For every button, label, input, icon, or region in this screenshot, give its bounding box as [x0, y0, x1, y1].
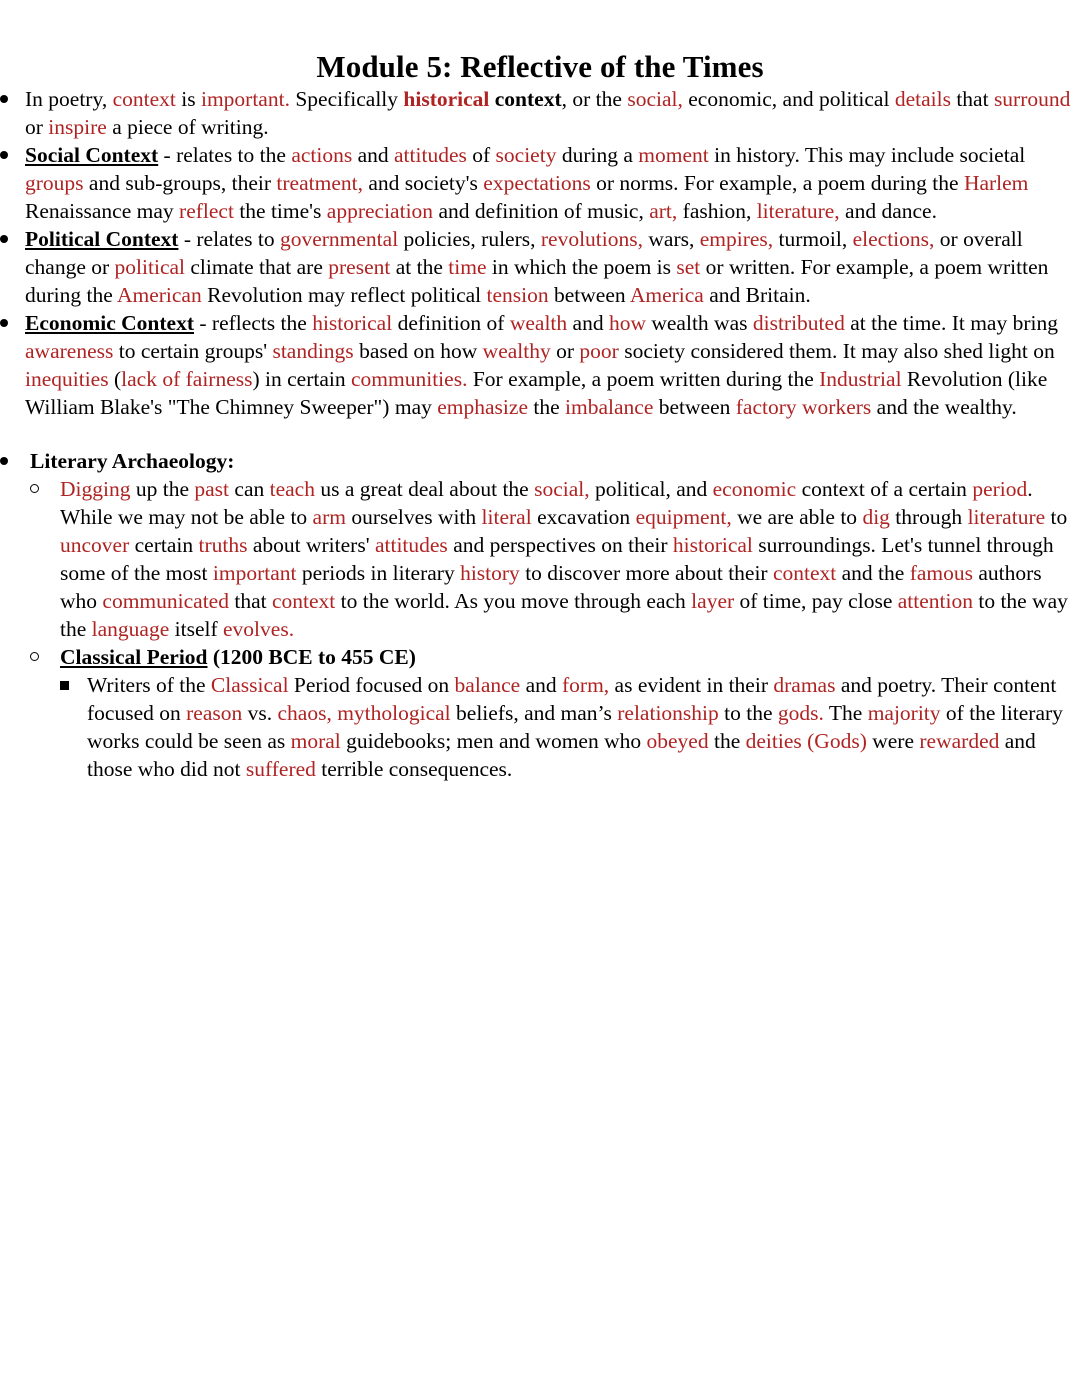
literary-archaeology-heading-wrap	[30, 447, 1080, 475]
context-intro-text: In poetry, context is important. Specifically historical context, or the social, economic, and political details that surround or inspire a piece of writing.	[25, 87, 1071, 140]
list-item-classical-period-detail	[60, 671, 1080, 783]
disc-bullet-icon	[0, 85, 26, 113]
social-context-text: Social Context - relates to the actions and attitudes of society during a moment in history. This may include societal groups and sub-groups, their treatment, and society's expectations or norms. For example, a poem during the Harlem Renaissance may reflect the time's appreciation and definition of music, art, fashion, literature, and dance.	[25, 143, 1029, 224]
classical-period-heading: Classical Period (1200 BCE to 455 CE)	[60, 645, 416, 670]
list-item-economic-context	[0, 309, 1080, 421]
literary-archaeology-heading: Literary Archaeology:	[30, 449, 235, 474]
disc-bullet-icon	[0, 141, 26, 169]
square-bullet-icon	[60, 671, 86, 699]
literary-archaeology-sublist	[30, 475, 1080, 783]
disc-bullet-icon	[0, 447, 26, 475]
literary-archaeology-list	[0, 447, 1080, 783]
digging-text: Digging up the past can teach us a great deal about the social, political, and economic context of a certain period. While we may not be able to arm ourselves with literal excavation equipment, we are able to dig through literature to uncover certain truths about writers' attitudes and perspectives on their historical surroundings. Let's tunnel through some of the most important periods in literary history to discover more about their context and the famous authors who communicated that context to the world. As you move through each layer of time, pay close attention to the way the language itself evolves.	[60, 477, 1068, 642]
list-item-classical-period	[30, 643, 1080, 783]
disc-bullet-icon	[0, 225, 26, 253]
circle-bullet-icon	[30, 643, 56, 671]
political-context-text: Political Context - relates to governmental policies, rulers, revolutions, wars, empires, turmoil, elections, or overall change or political climate that are present at the time in which the poem is set or written. For example, a poem written during the American Revolution may reflect political tension between America and Britain.	[25, 227, 1049, 308]
list-item-literary-archaeology	[0, 447, 1080, 783]
classical-period-sublist	[60, 671, 1080, 783]
classical-period-detail-text: Writers of the Classical Period focused on balance and form, as evident in their dramas and poetry. Their content focused on reason vs. chaos, mythological beliefs, and man’s relationship to the gods. The majority of the literary works could be seen as moral guidebooks; men and women who obeyed the deities (Gods) were rewarded and those who did not suffered terrible consequences.	[87, 673, 1063, 782]
list-item-social-context	[0, 141, 1080, 225]
section-spacer	[0, 421, 1080, 447]
context-definitions-list	[0, 85, 1080, 421]
disc-bullet-icon	[0, 309, 26, 337]
list-item-political-context	[0, 225, 1080, 309]
page-title: Module 5: Reflective of the Times	[316, 49, 764, 84]
circle-bullet-icon	[30, 475, 56, 503]
list-item-digging	[30, 475, 1080, 643]
list-item-context-intro	[0, 85, 1080, 141]
economic-context-text: Economic Context - reflects the historical definition of wealth and how wealth was distributed at the time. It may bring awareness to certain groups' standings based on how wealthy or poor society considered them. It may also shed light on inequities (lack of fairness) in certain communities. For example, a poem written during the Industrial Revolution (like William Blake's "The Chimney Sweeper") may emphasize the imbalance between factory workers and the wealthy.	[25, 311, 1058, 420]
